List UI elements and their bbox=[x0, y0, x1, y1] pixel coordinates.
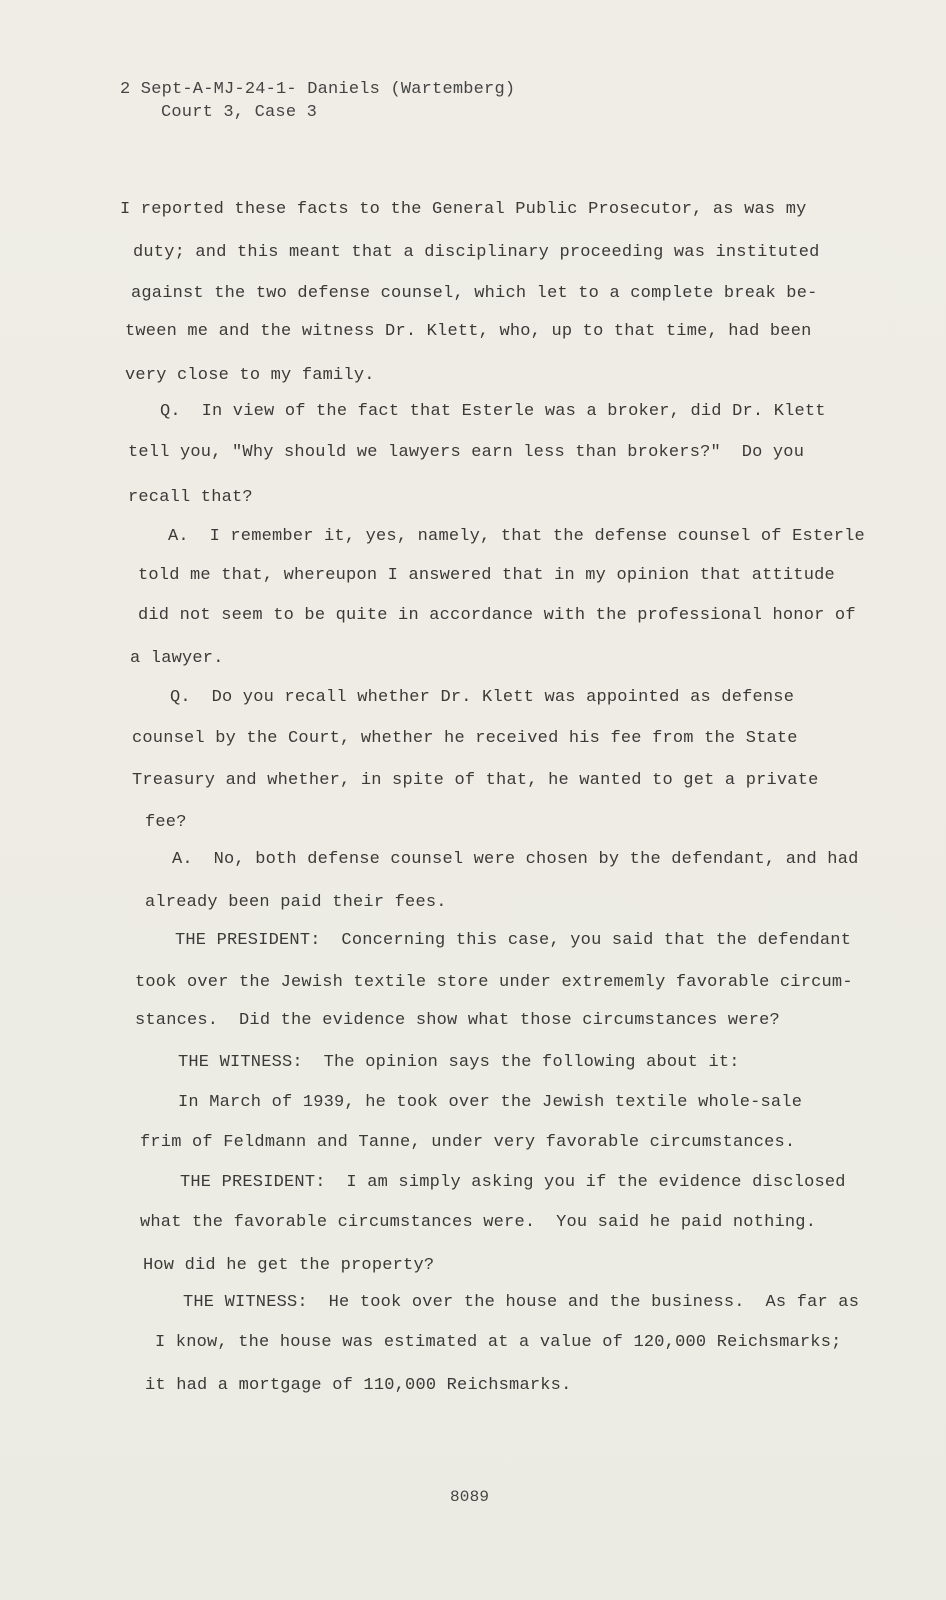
text-line: How did he get the property? bbox=[143, 1256, 435, 1275]
witness-line: THE WITNESS: The opinion says the following about it: bbox=[178, 1053, 740, 1072]
text-line: already been paid their fees. bbox=[145, 893, 447, 912]
text-line: In March of 1939, he took over the Jewish textile whole-sale bbox=[178, 1093, 803, 1112]
text-line: I know, the house was estimated at a value of 120,000 Reichsmarks; bbox=[155, 1333, 842, 1352]
text-line: it had a mortgage of 110,000 Reichsmarks. bbox=[145, 1376, 572, 1395]
text-line: recall that? bbox=[128, 488, 253, 507]
answer-line: A. No, both defense counsel were chosen by the defendant, and had bbox=[172, 850, 859, 869]
text-line: did not seem to be quite in accordance with the professional honor of bbox=[138, 606, 856, 625]
text-line: very close to my family. bbox=[125, 366, 375, 385]
text-line: tween me and the witness Dr. Klett, who, up to that time, had been bbox=[125, 322, 812, 341]
text-line: counsel by the Court, whether he received his fee from the State bbox=[132, 729, 798, 748]
president-line: THE PRESIDENT: Concerning this case, you said that the defendant bbox=[175, 931, 852, 950]
text-line: I reported these facts to the General Public Prosecutor, as was my bbox=[120, 200, 807, 219]
text-line: a lawyer. bbox=[130, 649, 224, 668]
text-line: Treasury and whether, in spite of that, he wanted to get a private bbox=[132, 771, 819, 790]
answer-line: A. I remember it, yes, namely, that the defense counsel of Esterle bbox=[168, 527, 865, 546]
text-line: stances. Did the evidence show what those circumstances were? bbox=[135, 1011, 780, 1030]
text-line: told me that, whereupon I answered that in my opinion that attitude bbox=[138, 566, 835, 585]
question-line: Q. In view of the fact that Esterle was a broker, did Dr. Klett bbox=[160, 402, 826, 421]
page-number: 8089 bbox=[450, 1488, 490, 1506]
witness-line: THE WITNESS: He took over the house and the business. As far as bbox=[183, 1293, 860, 1312]
question-line: Q. Do you recall whether Dr. Klett was appointed as defense bbox=[170, 688, 795, 707]
header-reference: 2 Sept-A-MJ-24-1- Daniels (Wartemberg) bbox=[120, 80, 516, 99]
text-line: tell you, "Why should we lawyers earn less than brokers?" Do you bbox=[128, 443, 805, 462]
text-line: duty; and this meant that a disciplinary proceeding was instituted bbox=[133, 243, 820, 262]
president-line: THE PRESIDENT: I am simply asking you if the evidence disclosed bbox=[180, 1173, 846, 1192]
text-line: took over the Jewish textile store under extrememly favorable circum- bbox=[135, 973, 853, 992]
header-court-case: Court 3, Case 3 bbox=[161, 103, 318, 122]
text-line: against the two defense counsel, which let to a complete break be- bbox=[131, 284, 818, 303]
text-line: fee? bbox=[145, 813, 187, 832]
text-line: what the favorable circumstances were. You said he paid nothing. bbox=[140, 1213, 817, 1232]
text-line: frim of Feldmann and Tanne, under very favorable circumstances. bbox=[140, 1133, 796, 1152]
